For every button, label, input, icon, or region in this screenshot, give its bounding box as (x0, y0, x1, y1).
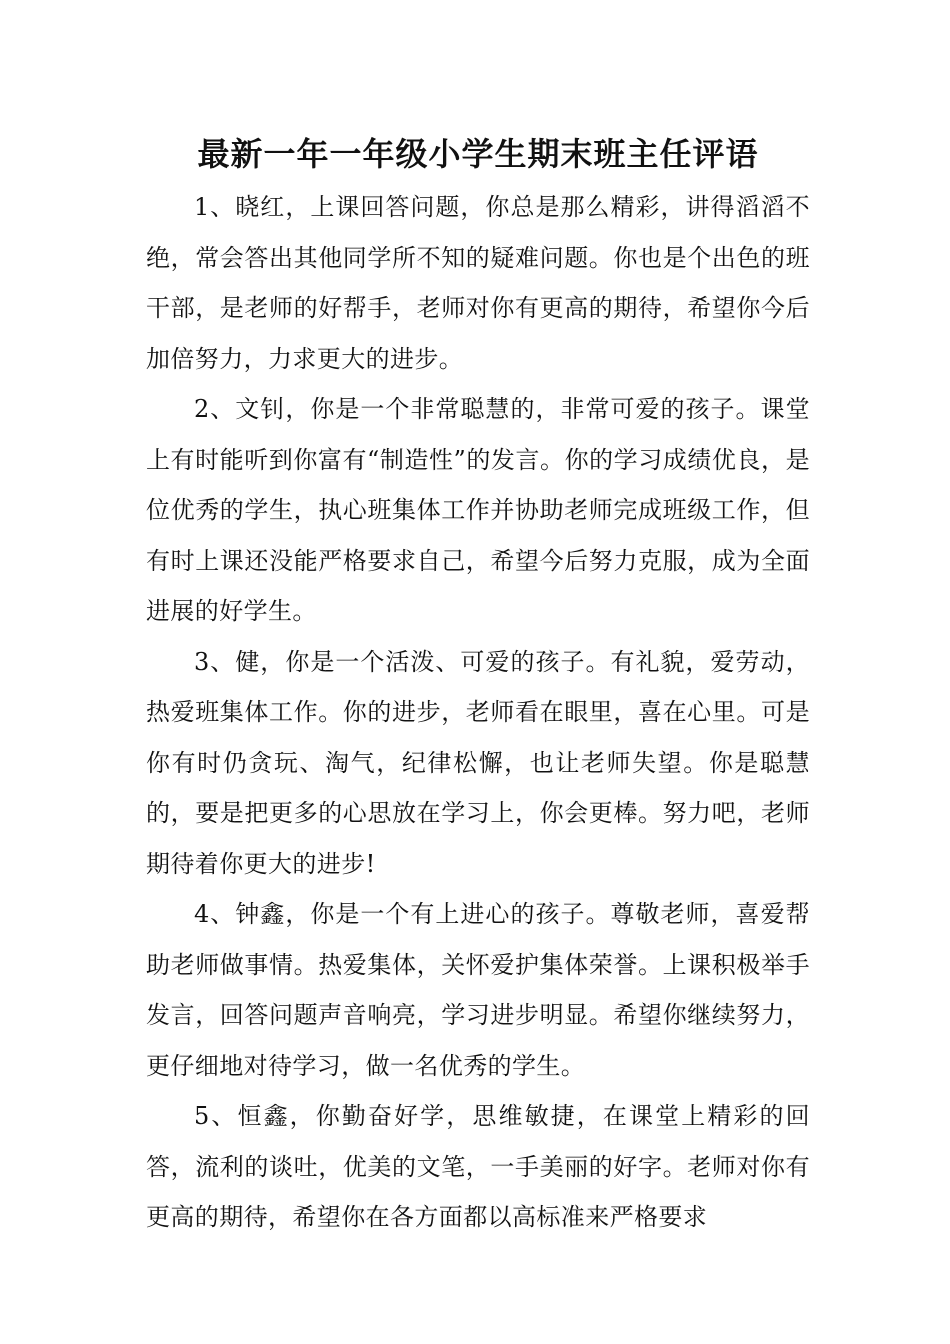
comment-paragraph-3: 3、健，你是一个活泼、可爱的孩子。有礼貌，爱劳动，热爱班集体工作。你的进步，老师看在眼里，喜在心里。可是你有时仍贪玩、淘气，纪律松懈，也让老师失望。你是聪慧的，要是把更多的心思放在学习上，你会更棒。努力吧，老师期待着你更大的进步! (146, 647, 810, 878)
comment-paragraph-2: 2、文钊，你是一个非常聪慧的，非常可爱的孩子。课堂上有时能听到你富有“制造性”的发言。你的学习成绩优良，是位优秀的学生，执心班集体工作并协助老师完成班级工作，但有时上课还没能严格要求自己，希望今后努力克服，成为全面进展的好学生。 (146, 395, 810, 625)
comment-paragraph-4: 4、钟鑫，你是一个有上进心的孩子。尊敬老师，喜爱帮助老师做事情。热爱集体，关怀爱护集体荣誉。上课积极举手发言，回答问题声音响亮，学习进步明显。希望你继续努力，更仔细地对待学习，做一名优秀的学生。 (146, 900, 810, 1080)
document-page (146, 120, 810, 1243)
comment-paragraph-1: 1、晓红，上课回答问题，你总是那么精彩，讲得滔滔不绝，常会答出其他同学所不知的疑难问题。你也是个出色的班干部，是老师的好帮手，老师对你有更高的期待，希望你今后加倍努力，力求更大的进步。 (146, 193, 810, 373)
document-title: 最新一年一年级小学生期末班主任评语 (197, 135, 759, 173)
comment-paragraph-5: 5、恒鑫，你勤奋好学，思维敏捷，在课堂上精彩的回答，流利的谈吐，优美的文笔，一手美丽的好字。老师对你有更高的期待，希望你在各方面都以高标准来严格要求 (146, 1102, 810, 1231)
